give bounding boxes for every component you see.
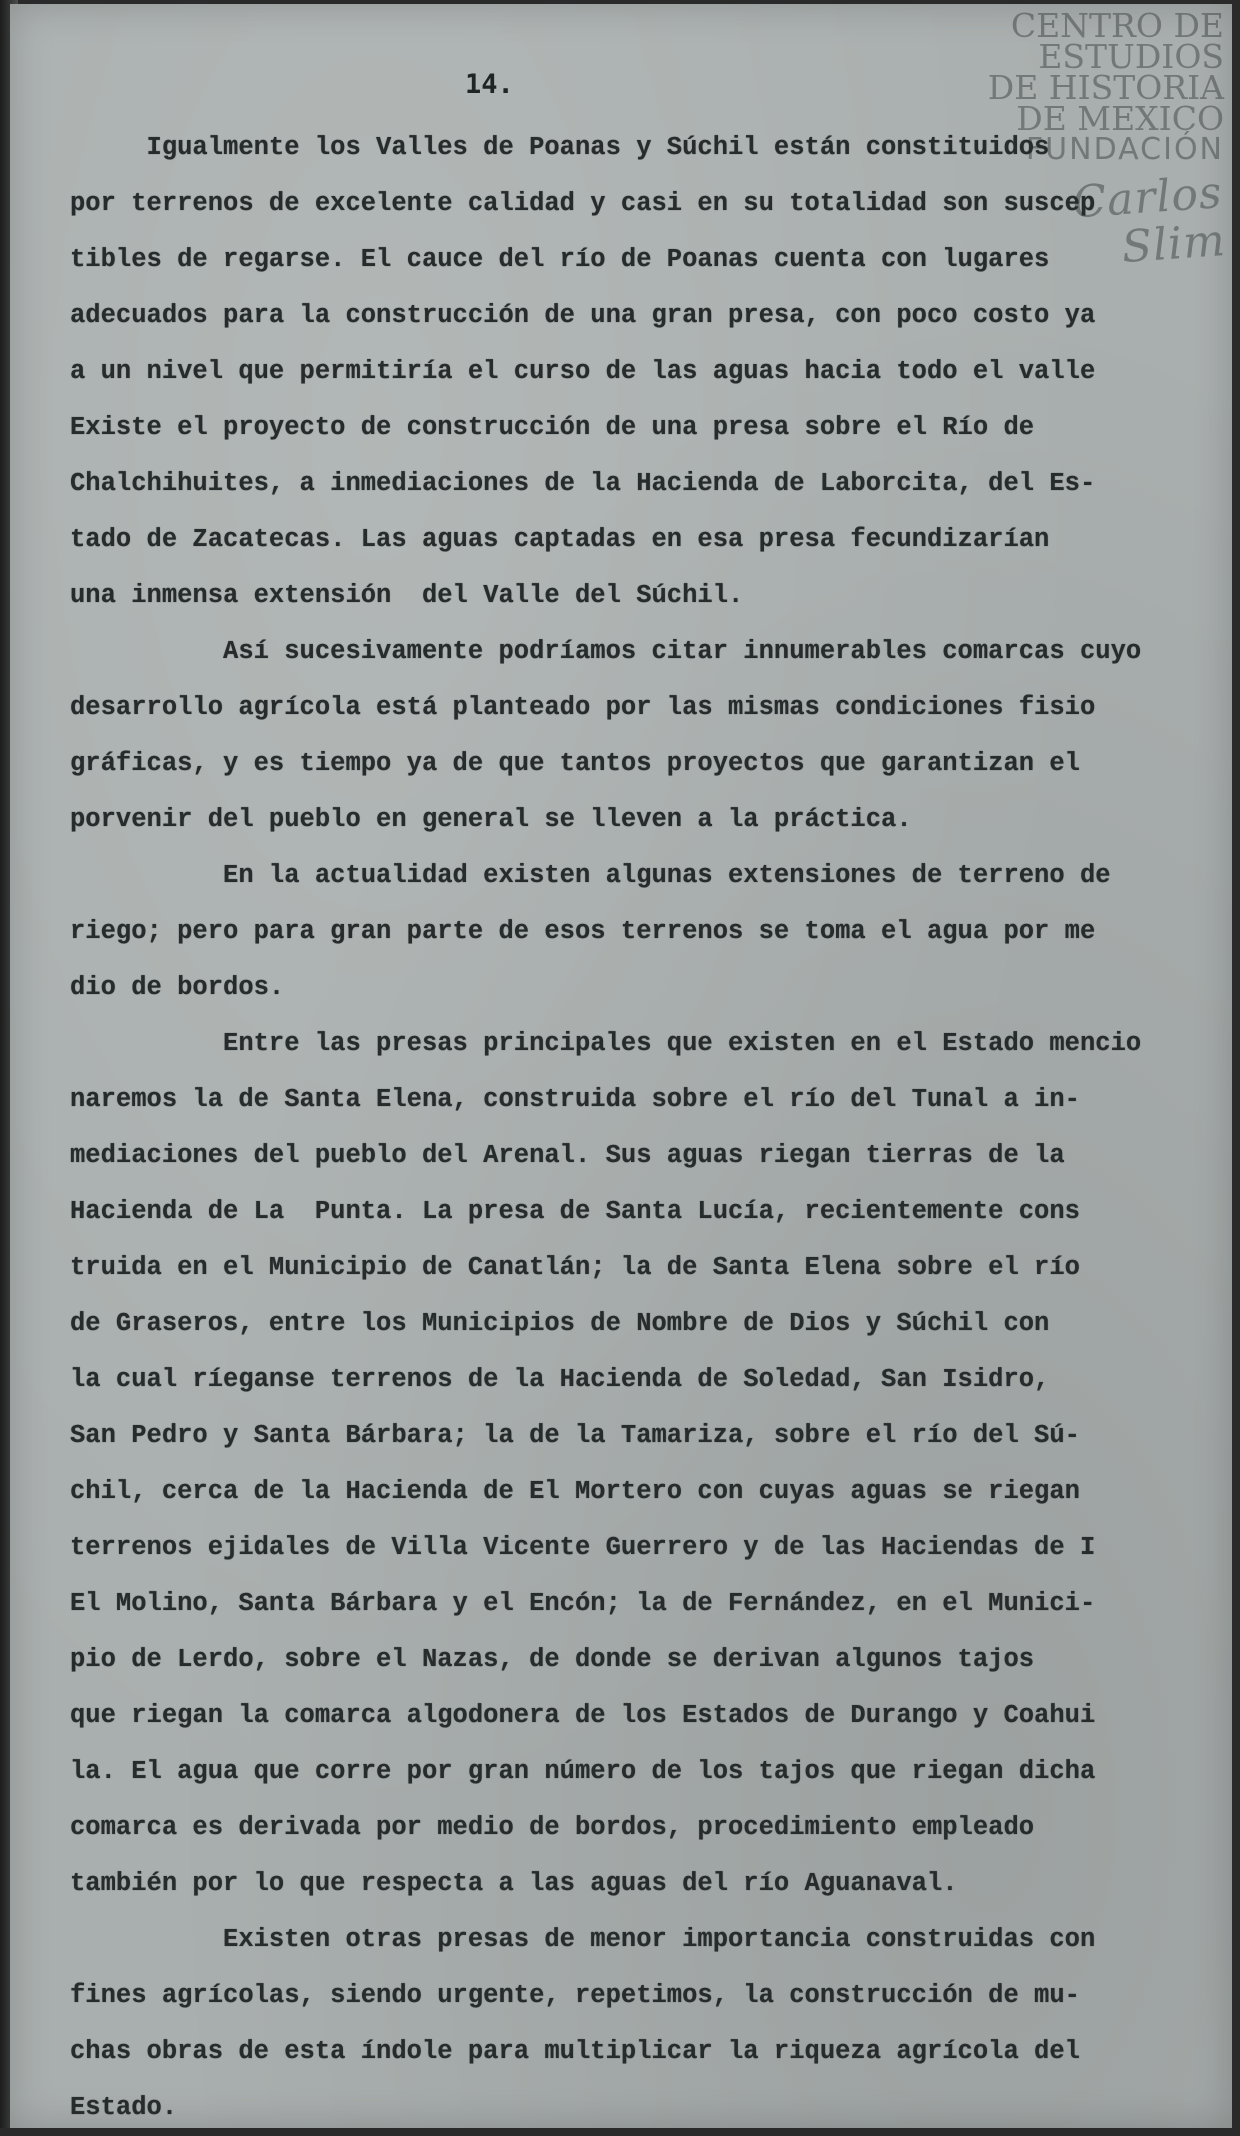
text-line: también por lo que respecta a las aguas del río Aguanaval. bbox=[70, 1869, 958, 1898]
text-line: Existen otras presas de menor importancia construidas con bbox=[70, 1925, 1096, 1954]
paragraph bbox=[70, 624, 1180, 848]
text-line: porvenir del pueblo en general se lleven a la práctica. bbox=[70, 805, 912, 834]
paragraph bbox=[70, 1912, 1180, 2136]
paragraph-container bbox=[70, 120, 1180, 2136]
text-line: la cual ríeganse terrenos de la Hacienda de Soledad, San Isidro, bbox=[70, 1365, 1050, 1394]
document-page bbox=[10, 4, 1232, 2128]
text-line: El Molino, Santa Bárbara y el Encón; la de Fernández, en el Munici- bbox=[70, 1589, 1096, 1618]
text-line: tado de Zacatecas. Las aguas captadas en esa presa fecundizarían bbox=[70, 525, 1050, 554]
text-line: truida en el Municipio de Canatlán; la de Santa Elena sobre el río bbox=[70, 1253, 1080, 1282]
text-line: Existe el proyecto de construcción de una presa sobre el Río de bbox=[70, 413, 1035, 442]
text-line: de Graseros, entre los Municipios de Nombre de Dios y Súchil con bbox=[70, 1309, 1050, 1338]
paragraph bbox=[70, 120, 1180, 624]
text-line: pio de Lerdo, sobre el Nazas, de donde se derivan algunos tajos bbox=[70, 1645, 1035, 1674]
text-line: fines agrícolas, siendo urgente, repetimos, la construcción de mu- bbox=[70, 1981, 1080, 2010]
text-line: comarca es derivada por medio de bordos, procedimiento empleado bbox=[70, 1813, 1035, 1842]
page-number: 14. bbox=[465, 69, 514, 100]
text-line: por terrenos de excelente calidad y casi en su totalidad son suscep bbox=[70, 189, 1096, 218]
text-line: En la actualidad existen algunas extensiones de terreno de bbox=[70, 861, 1111, 890]
paragraph bbox=[70, 1016, 1180, 1912]
watermark-line-1: CENTRO DE bbox=[1010, 6, 1224, 45]
document-body bbox=[70, 120, 1180, 2136]
text-line: que riegan la comarca algodonera de los Estados de Durango y Coahui bbox=[70, 1701, 1096, 1730]
text-line: chas obras de esta índole para multiplicar la riqueza agrícola del bbox=[70, 2037, 1080, 2066]
paragraph bbox=[70, 848, 1180, 1016]
text-line: tibles de regarse. El cauce del río de Poanas cuenta con lugares bbox=[70, 245, 1050, 274]
text-line: San Pedro y Santa Bárbara; la de la Tamariza, sobre el río del Sú- bbox=[70, 1421, 1080, 1450]
watermark-line-3: DE HISTORIA bbox=[987, 68, 1224, 107]
text-line: dio de bordos. bbox=[70, 973, 285, 1002]
text-line: la. El agua que corre por gran número de los tajos que riegan dicha bbox=[70, 1757, 1096, 1786]
text-line: Igualmente los Valles de Poanas y Súchil están constituidos bbox=[70, 133, 1050, 162]
text-line: Así sucesivamente podríamos citar innumerables comarcas cuyo bbox=[70, 637, 1142, 666]
text-line: Estado. bbox=[70, 2093, 178, 2122]
watermark-line-2: ESTUDIOS bbox=[1038, 37, 1224, 76]
text-line: riego; pero para gran parte de esos terrenos se toma el agua por me bbox=[70, 917, 1096, 946]
text-line: chil, cerca de la Hacienda de El Mortero con cuyas aguas se riegan bbox=[70, 1477, 1080, 1506]
text-line: una inmensa extensión del Valle del Súchil. bbox=[70, 581, 744, 610]
text-line: mediaciones del pueblo del Arenal. Sus aguas riegan tierras de la bbox=[70, 1141, 1065, 1170]
text-line: Entre las presas principales que existen en el Estado mencio bbox=[70, 1029, 1142, 1058]
text-line: Chalchihuites, a inmediaciones de la Hacienda de Laborcita, del Es- bbox=[70, 469, 1096, 498]
watermark-line-5: FUNDACIÓN bbox=[1025, 132, 1224, 167]
text-line: gráficas, y es tiempo ya de que tantos proyectos que garantizan el bbox=[70, 749, 1080, 778]
text-line: naremos la de Santa Elena, construida sobre el río del Tunal a in- bbox=[70, 1085, 1080, 1114]
watermark-signature: Carlos Slim bbox=[1070, 167, 1228, 274]
watermark-line-4: DE MEXICO bbox=[1016, 99, 1224, 138]
text-line: adecuados para la construcción de una gran presa, con poco costo ya bbox=[70, 301, 1096, 330]
text-line: terrenos ejidales de Villa Vicente Guerrero y de las Haciendas de I bbox=[70, 1533, 1096, 1562]
text-line: a un nivel que permitiría el curso de las aguas hacia todo el valle bbox=[70, 357, 1096, 386]
text-line: Hacienda de La Punta. La presa de Santa Lucía, recientemente cons bbox=[70, 1197, 1080, 1226]
text-line: desarrollo agrícola está planteado por las mismas condiciones fisio bbox=[70, 693, 1096, 722]
